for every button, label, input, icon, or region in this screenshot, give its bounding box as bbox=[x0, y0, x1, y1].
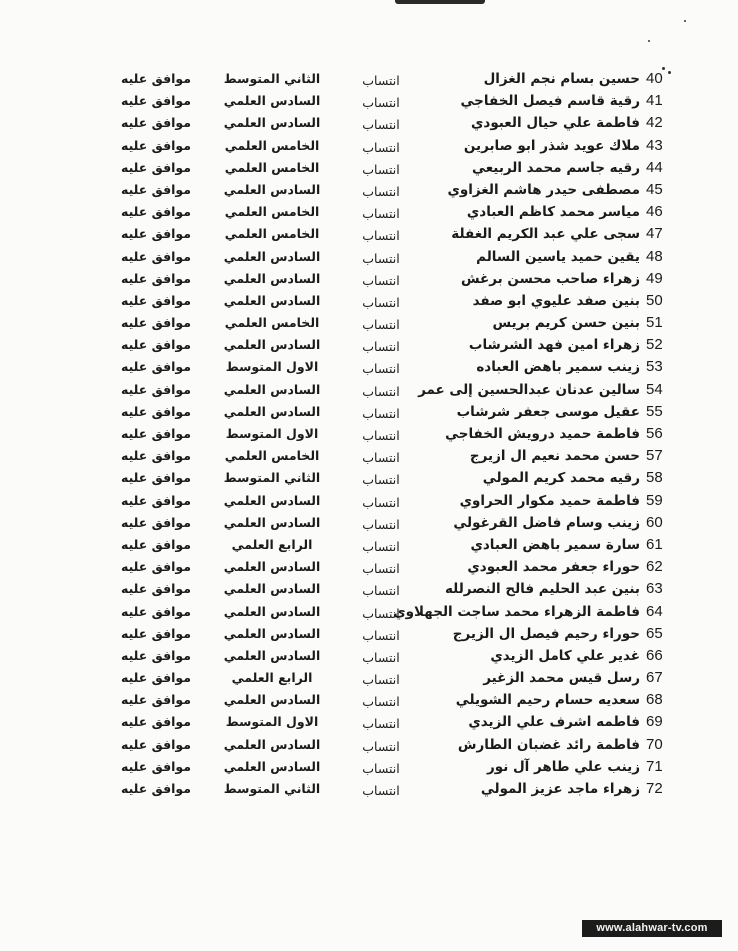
enrollment-type: انتساب bbox=[362, 73, 400, 88]
grade-level: السادس العلمي bbox=[223, 736, 321, 752]
student-name: فاطمة الزهراء محمد ساجت الجهلاوي bbox=[393, 603, 640, 620]
approval-status: موافق عليه bbox=[121, 292, 191, 308]
approval-status: موافق عليه bbox=[121, 315, 191, 331]
approval-status: موافق عليه bbox=[121, 248, 191, 264]
student-name: بنين حسن كريم بريس bbox=[492, 315, 640, 332]
approval-status: موافق عليه bbox=[121, 559, 191, 575]
approval-status: موافق عليه bbox=[121, 625, 191, 641]
approval-status: موافق عليه bbox=[121, 470, 191, 486]
grade-level: السادس العلمي bbox=[223, 603, 321, 619]
row-number: 44 bbox=[646, 158, 663, 176]
enrollment-type: انتساب bbox=[362, 627, 400, 643]
grade-level: الخامس العلمي bbox=[224, 226, 320, 242]
approval-status: موافق عليه bbox=[121, 647, 191, 663]
enrollment-type: انتساب bbox=[362, 95, 400, 111]
row-number: 55 bbox=[646, 402, 663, 420]
row-number: 66 bbox=[646, 646, 663, 664]
row-number: 43 bbox=[646, 136, 663, 154]
grade-level: الخامس العلمي bbox=[224, 448, 320, 464]
enrollment-type: انتساب bbox=[362, 760, 400, 776]
table-row bbox=[0, 645, 738, 667]
row-number: 61 bbox=[646, 535, 663, 553]
student-name: حسين بسام نجم الغزال bbox=[483, 71, 640, 87]
table-row bbox=[0, 534, 738, 556]
table-row bbox=[0, 112, 738, 134]
enrollment-type: انتساب bbox=[362, 228, 400, 244]
enrollment-type: انتساب bbox=[362, 738, 400, 754]
student-name: رسل قيس محمد الزغير bbox=[483, 670, 640, 687]
enrollment-type: انتساب bbox=[362, 538, 400, 554]
row-number: 71 bbox=[646, 757, 663, 775]
approval-status: موافق عليه bbox=[121, 492, 191, 508]
student-name: بنين صفد عليوي ابو صفد bbox=[472, 292, 640, 309]
row-number: 49 bbox=[646, 269, 663, 287]
grade-level: الاول المتوسط bbox=[225, 359, 319, 375]
student-name: فاطمة علي حيال العبودي bbox=[471, 115, 640, 132]
approval-status: موافق عليه bbox=[121, 403, 191, 419]
enrollment-type: انتساب bbox=[362, 339, 400, 355]
student-name: فاطمه اشرف علي الزيدي bbox=[468, 714, 640, 731]
grade-level: السادس العلمي bbox=[223, 337, 321, 353]
grade-level: الثاني المتوسط bbox=[223, 470, 321, 486]
grade-level: السادس العلمي bbox=[223, 758, 321, 774]
approval-status: موافق عليه bbox=[121, 381, 191, 397]
row-number: 50 bbox=[646, 291, 663, 309]
row-number: 60 bbox=[646, 513, 663, 531]
row-number: 56 bbox=[646, 425, 663, 442]
enrollment-type: انتساب bbox=[362, 494, 400, 510]
row-number: 65 bbox=[646, 624, 663, 642]
grade-level: الرابع العلمي bbox=[231, 670, 313, 686]
enrollment-type: انتساب bbox=[362, 694, 400, 710]
approval-status: موافق عليه bbox=[121, 426, 191, 441]
enrollment-type: انتساب bbox=[362, 605, 400, 621]
grade-level: السادس العلمي bbox=[223, 381, 321, 397]
grade-level: السادس العلمي bbox=[223, 514, 321, 530]
row-number: 68 bbox=[646, 691, 663, 709]
grade-level: السادس العلمي bbox=[223, 403, 321, 419]
enrollment-type: انتساب bbox=[362, 583, 400, 599]
approval-status: موافق عليه bbox=[121, 448, 191, 464]
row-number: 51 bbox=[646, 314, 663, 332]
student-name: سعديه حسام رحيم الشويلي bbox=[455, 692, 640, 709]
student-name: زينب سمير باهض العباده bbox=[476, 359, 640, 376]
table-row bbox=[0, 711, 738, 733]
table-row bbox=[0, 556, 738, 578]
table-row bbox=[0, 90, 738, 112]
table-row bbox=[0, 734, 738, 756]
student-name: مصطفى حيدر هاشم الغزاوي bbox=[447, 181, 640, 198]
table-row bbox=[0, 290, 738, 312]
enrollment-type: انتساب bbox=[362, 716, 400, 732]
row-number: 69 bbox=[646, 713, 663, 731]
row-number: 58 bbox=[646, 469, 663, 487]
student-name: زهراء ماجد عزيز المولي bbox=[480, 781, 640, 797]
approval-status: موافق عليه bbox=[121, 93, 191, 109]
grade-level: السادس العلمي bbox=[223, 559, 321, 575]
approval-status: موافق عليه bbox=[121, 181, 191, 197]
grade-level: السادس العلمي bbox=[223, 492, 321, 508]
table-row bbox=[0, 401, 738, 423]
student-name: رقيه جاسم محمد الربيعي bbox=[472, 159, 640, 176]
enrollment-type: انتساب bbox=[362, 516, 400, 532]
approval-status: موافق عليه bbox=[121, 204, 191, 220]
approval-status: موافق عليه bbox=[121, 781, 191, 796]
scan-edge-mark bbox=[395, 0, 485, 4]
row-number: 47 bbox=[646, 225, 663, 243]
row-number: 70 bbox=[646, 735, 663, 753]
grade-level: السادس العلمي bbox=[223, 248, 321, 264]
student-name: سالين عدنان عبدالحسين إلى عمر bbox=[418, 381, 640, 398]
approval-status: موافق عليه bbox=[121, 137, 191, 153]
enrollment-type: انتساب bbox=[362, 383, 400, 399]
scan-speck bbox=[648, 40, 650, 42]
student-name: زهراء صاحب محسن برغش bbox=[460, 270, 640, 287]
enrollment-type: انتساب bbox=[362, 450, 400, 466]
grade-level: السادس العلمي bbox=[223, 181, 321, 197]
enrollment-type: انتساب bbox=[362, 183, 400, 199]
grade-level: الخامس العلمي bbox=[224, 159, 320, 175]
row-number: 40 bbox=[646, 70, 663, 87]
table-row bbox=[0, 445, 738, 467]
student-name: فاطمة حميد درويش الخفاجي bbox=[445, 426, 640, 442]
approval-status: موافق عليه bbox=[121, 337, 191, 353]
student-name: رقية قاسم فيصل الخفاجي bbox=[460, 93, 640, 110]
student-name: زهراء امين فهد الشرشاب bbox=[468, 337, 640, 354]
enrollment-type: انتساب bbox=[362, 361, 400, 377]
grade-level: السادس العلمي bbox=[223, 270, 321, 286]
approval-status: موافق عليه bbox=[121, 115, 191, 131]
table-row bbox=[0, 68, 738, 90]
enrollment-type: انتساب bbox=[362, 561, 400, 577]
approval-status: موافق عليه bbox=[121, 692, 191, 708]
row-number: 72 bbox=[646, 780, 663, 797]
grade-level: السادس العلمي bbox=[223, 93, 321, 109]
row-number: 48 bbox=[646, 247, 663, 265]
enrollment-type: انتساب bbox=[362, 428, 400, 443]
site-watermark: www.alahwar-tv.com bbox=[582, 920, 722, 937]
student-name: سارة سمير باهض العبادي bbox=[470, 536, 640, 553]
grade-level: الثاني المتوسط bbox=[223, 71, 321, 86]
table-row bbox=[0, 201, 738, 223]
grade-level: السادس العلمي bbox=[223, 581, 321, 597]
scan-speck bbox=[684, 20, 686, 22]
student-name: رقيه محمد كريم المولي bbox=[482, 470, 640, 487]
approval-status: موافق عليه bbox=[121, 536, 191, 552]
table-row bbox=[0, 246, 738, 268]
row-number: 41 bbox=[646, 92, 663, 110]
table-row bbox=[0, 601, 738, 623]
student-name: حوراء رحيم فيصل ال الزيرج bbox=[452, 625, 640, 642]
table-row bbox=[0, 135, 738, 157]
table-row bbox=[0, 423, 738, 445]
student-name: عقيل موسى جعفر شرشاب bbox=[456, 403, 640, 420]
approval-status: موافق عليه bbox=[121, 736, 191, 752]
enrollment-list bbox=[0, 68, 738, 800]
enrollment-type: انتساب bbox=[362, 672, 400, 688]
student-name: حوراء جعفر محمد العبودي bbox=[467, 559, 640, 576]
enrollment-type: انتساب bbox=[362, 272, 400, 288]
row-number: 45 bbox=[646, 180, 663, 198]
grade-level: الخامس العلمي bbox=[224, 137, 320, 153]
student-name: سجى علي عبد الكريم الغفلة bbox=[451, 226, 640, 243]
table-row bbox=[0, 778, 738, 800]
row-number: 59 bbox=[646, 491, 663, 509]
grade-level: السادس العلمي bbox=[223, 292, 321, 308]
table-row bbox=[0, 623, 738, 645]
enrollment-type: انتساب bbox=[362, 117, 400, 133]
table-row bbox=[0, 268, 738, 290]
table-row bbox=[0, 157, 738, 179]
enrollment-type: انتساب bbox=[362, 317, 400, 333]
enrollment-type: انتساب bbox=[362, 161, 400, 177]
approval-status: موافق عليه bbox=[121, 714, 191, 730]
row-number: 54 bbox=[646, 380, 663, 398]
enrollment-type: انتساب bbox=[362, 250, 400, 266]
approval-status: موافق عليه bbox=[121, 514, 191, 530]
grade-level: السادس العلمي bbox=[223, 625, 321, 641]
student-name: بنين عبد الحليم فالح النصرلله bbox=[445, 581, 640, 598]
row-number: 52 bbox=[646, 336, 663, 354]
grade-level: السادس العلمي bbox=[223, 647, 321, 663]
row-number: 62 bbox=[646, 558, 663, 576]
grade-level: الاول المتوسط bbox=[225, 714, 319, 730]
grade-level: الثاني المتوسط bbox=[223, 781, 321, 796]
enrollment-type: انتساب bbox=[362, 206, 400, 222]
enrollment-type: انتساب bbox=[362, 405, 400, 421]
enrollment-type: انتساب bbox=[362, 783, 400, 798]
row-number: 57 bbox=[646, 447, 663, 465]
row-number: 42 bbox=[646, 114, 663, 132]
student-name: مياسر محمد كاظم العبادي bbox=[466, 204, 640, 221]
approval-status: موافق عليه bbox=[121, 226, 191, 242]
grade-level: الاول المتوسط bbox=[225, 426, 319, 441]
approval-status: موافق عليه bbox=[121, 758, 191, 774]
table-row bbox=[0, 512, 738, 534]
grade-level: الرابع العلمي bbox=[231, 536, 313, 552]
table-row bbox=[0, 312, 738, 334]
student-name: زينب وسام فاضل القرغولي bbox=[453, 514, 640, 531]
row-number: 63 bbox=[646, 580, 663, 598]
student-name: غدير علي كامل الزيدي bbox=[490, 647, 640, 664]
approval-status: موافق عليه bbox=[121, 270, 191, 286]
approval-status: موافق عليه bbox=[121, 359, 191, 375]
row-number: 46 bbox=[646, 203, 663, 221]
approval-status: موافق عليه bbox=[121, 581, 191, 597]
approval-status: موافق عليه bbox=[121, 603, 191, 619]
table-row bbox=[0, 490, 738, 512]
table-row bbox=[0, 578, 738, 600]
table-row bbox=[0, 467, 738, 489]
enrollment-type: انتساب bbox=[362, 472, 400, 488]
table-row bbox=[0, 379, 738, 401]
row-number: 67 bbox=[646, 669, 663, 687]
approval-status: موافق عليه bbox=[121, 159, 191, 175]
enrollment-type: انتساب bbox=[362, 294, 400, 310]
student-name: ملاك عويد شذر ابو صابرين bbox=[463, 137, 640, 154]
grade-level: السادس العلمي bbox=[223, 115, 321, 131]
table-row bbox=[0, 334, 738, 356]
table-row bbox=[0, 356, 738, 378]
table-row bbox=[0, 223, 738, 245]
grade-level: الخامس العلمي bbox=[224, 315, 320, 331]
table-row bbox=[0, 756, 738, 778]
student-name: حسن محمد نعيم ال ازيرج bbox=[469, 448, 640, 465]
approval-status: موافق عليه bbox=[121, 71, 191, 86]
row-number: 53 bbox=[646, 358, 663, 376]
grade-level: الخامس العلمي bbox=[224, 204, 320, 220]
student-name: فاطمة حميد مكوار الحراوي bbox=[459, 492, 640, 509]
table-row bbox=[0, 667, 738, 689]
enrollment-type: انتساب bbox=[362, 649, 400, 665]
student-name: زينب علي طاهر آل نور bbox=[486, 758, 640, 775]
row-number: 64 bbox=[646, 602, 663, 620]
enrollment-type: انتساب bbox=[362, 139, 400, 155]
table-row bbox=[0, 179, 738, 201]
table-row bbox=[0, 689, 738, 711]
approval-status: موافق عليه bbox=[121, 670, 191, 686]
student-name: يقين حميد ياسين السالم bbox=[476, 248, 640, 265]
student-name: فاطمة رائد غضبان الطارش bbox=[457, 736, 640, 753]
grade-level: السادس العلمي bbox=[223, 692, 321, 708]
